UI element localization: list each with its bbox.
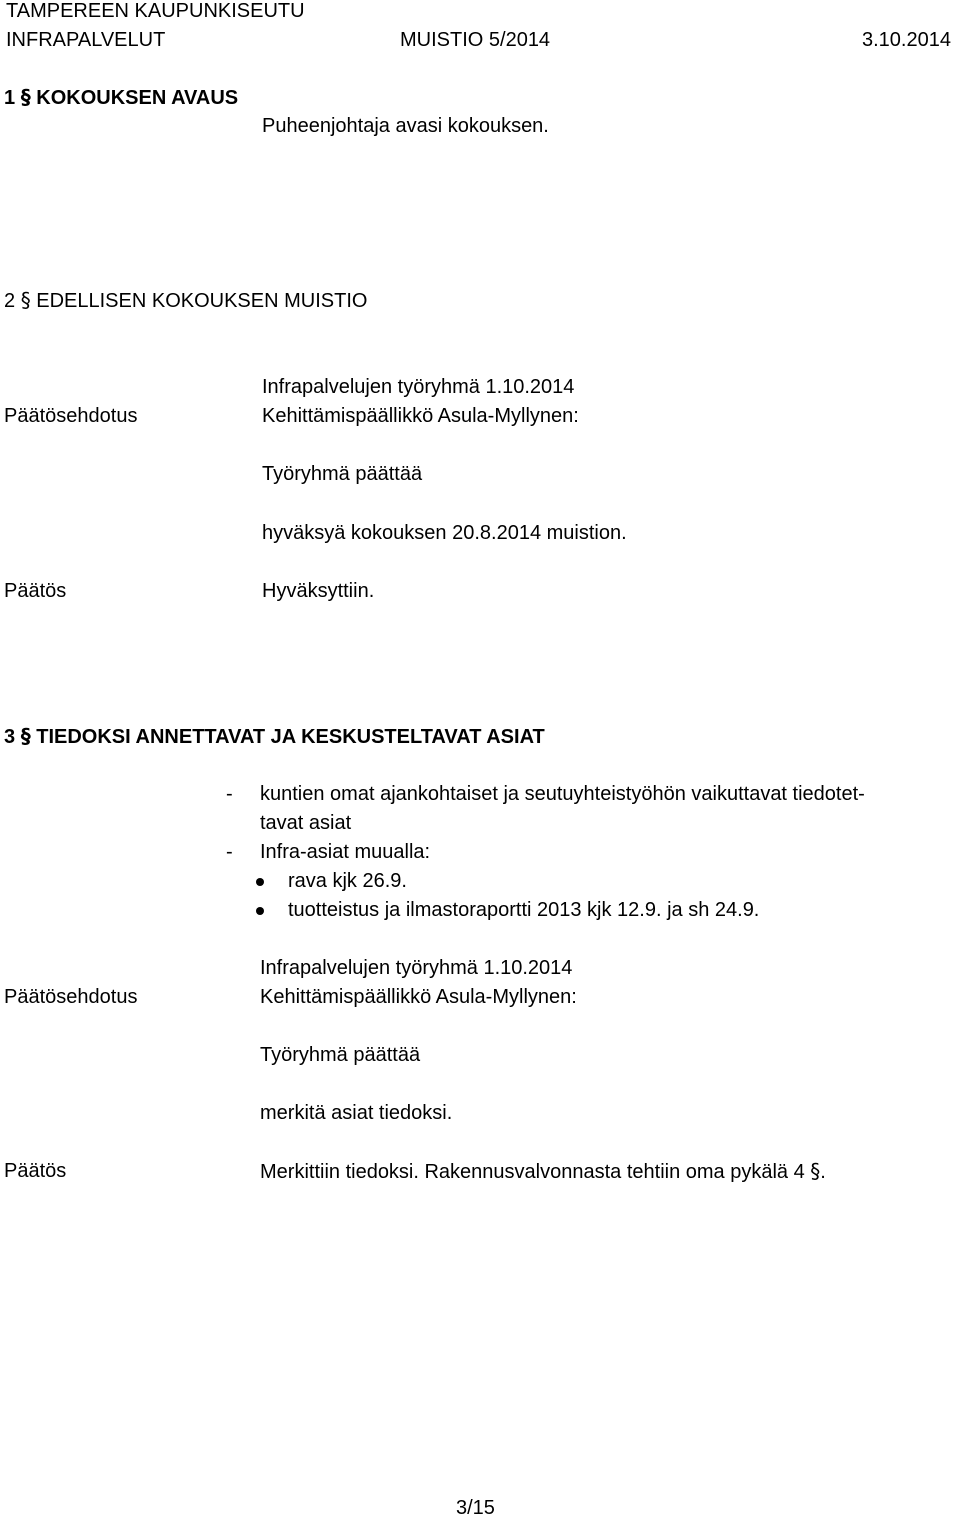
- bullet-icon: [256, 878, 264, 886]
- decision-end: .: [820, 1161, 826, 1183]
- bullet-item-1: rava kjk 26.9.: [288, 870, 407, 892]
- page-number: 3/15: [456, 1497, 495, 1519]
- header-doc-number: MUISTIO 5/2014: [400, 29, 551, 51]
- section-1-body: Puheenjohtaja avasi kokouksen.: [262, 115, 549, 137]
- list-dash: -: [226, 783, 233, 805]
- section-title: KOKOUKSEN AVAUS: [36, 87, 239, 109]
- section-3-decision: [260, 1161, 826, 1182]
- section-symbol: §: [810, 1159, 821, 1183]
- section-2-proposal-label: Päätösehdotus: [4, 405, 138, 427]
- section-2-decides: Työryhmä päättää: [262, 463, 423, 485]
- section-3-decides: Työryhmä päättää: [260, 1044, 421, 1066]
- section-title: TIEDOKSI ANNETTAVAT JA KESKUSTELTAVAT ASIAT: [36, 726, 545, 748]
- list-item-1-line-1: kuntien omat ajankohtaiset ja seutuyhteistyöhön vaikuttavat tiedotet-: [260, 783, 865, 805]
- list-item-1-line-2: tavat asiat: [260, 812, 352, 834]
- decision-text: Merkittiin tiedoksi. Rakennusvalvonnasta tehtiin oma pykälä 4: [260, 1161, 805, 1183]
- section-3-action: merkitä asiat tiedoksi.: [260, 1102, 453, 1124]
- section-2-action: hyväksyä kokouksen 20.8.2014 muistion.: [262, 522, 627, 544]
- section-2-decision-label: Päätös: [4, 580, 67, 602]
- section-3-decision-label: Päätös: [4, 1160, 67, 1182]
- section-symbol: §: [20, 288, 31, 312]
- section-1-heading: [4, 87, 238, 108]
- header-date: 3.10.2014: [862, 29, 951, 51]
- bullet-item-2: tuotteistus ja ilmastoraportti 2013 kjk 12.9. ja sh 24.9.: [288, 899, 760, 921]
- section-number: 2: [4, 290, 16, 312]
- list-item-2: Infra-asiat muualla:: [260, 841, 431, 863]
- section-symbol: §: [20, 85, 31, 109]
- bullet-icon: [256, 907, 264, 915]
- section-3-group-line: Infrapalvelujen työryhmä 1.10.2014: [260, 957, 573, 979]
- section-2-heading: [4, 290, 367, 311]
- section-number: 3: [4, 726, 16, 748]
- section-3-proposal-label: Päätösehdotus: [4, 986, 138, 1008]
- section-number: 1: [4, 87, 16, 109]
- section-3-heading: [4, 726, 545, 747]
- section-title: EDELLISEN KOKOUKSEN MUISTIO: [36, 290, 368, 312]
- section-2-decision: Hyväksyttiin.: [262, 580, 375, 602]
- header-org: TAMPEREEN KAUPUNKISEUTU: [6, 0, 305, 22]
- section-symbol: §: [20, 724, 31, 748]
- section-3-presenter: Kehittämispäällikkö Asula-Myllynen:: [260, 986, 577, 1008]
- section-2-group-line: Infrapalvelujen työryhmä 1.10.2014: [262, 376, 575, 398]
- section-2-presenter: Kehittämispäällikkö Asula-Myllynen:: [262, 405, 579, 427]
- header-unit: INFRAPALVELUT: [6, 29, 166, 51]
- list-dash: -: [226, 841, 233, 863]
